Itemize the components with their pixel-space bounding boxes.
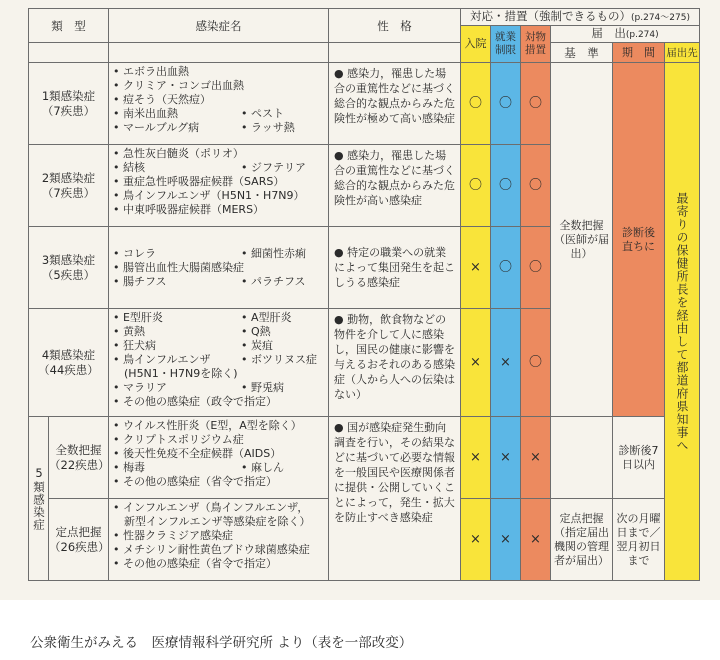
disease-item: • 重症急性呼吸器症候群（SARS） xyxy=(113,175,285,188)
disease-item: • ボツリヌス症 xyxy=(241,353,317,366)
work-restriction-mark: 〇 xyxy=(491,63,521,145)
diseases-class3 xyxy=(109,227,329,309)
disease-item: • 黄熱 xyxy=(113,325,145,338)
disease-item: • 急性灰白髄炎（ポリオ） xyxy=(113,147,244,160)
object-measure-mark: 〇 xyxy=(521,309,551,417)
disease-item: • 南米出血熱 xyxy=(113,107,178,120)
disease-item: • マールブルグ病 xyxy=(113,121,200,134)
disease-item: • 細菌性赤痢 xyxy=(241,246,306,260)
diseases-class4 xyxy=(109,309,329,417)
source-caption: 公衆衛生がみえる 医療情報科学研究所 より（表を一部改変） xyxy=(30,635,413,651)
hospitalization-mark: × xyxy=(461,227,491,309)
type-label: 2類感染症 xyxy=(41,170,96,185)
hospitalization-mark: 〇 xyxy=(461,145,491,227)
work-restriction-mark: 〇 xyxy=(491,227,521,309)
disease-item: • 炭疽 xyxy=(241,339,273,352)
header-response-label: 対応・措置（強制できるもの） xyxy=(470,9,632,23)
object-measure-mark: × xyxy=(521,417,551,499)
disease-item: • 痘そう（天然痘） xyxy=(113,93,211,106)
disease-item: • エボラ出血熱 xyxy=(113,65,189,78)
disease-item: • 性器クラミジア感染症 xyxy=(113,529,233,542)
disease-item: • 梅毒 xyxy=(113,461,145,474)
work-restriction-mark: × xyxy=(491,417,521,499)
disease-item: • ウイルス性肝炎（E型，A型を除く） xyxy=(113,419,302,432)
disease-item: • A型肝炎 xyxy=(241,311,292,324)
header-response xyxy=(461,9,700,26)
infectious-disease-classification-table xyxy=(28,8,700,581)
disease-item: • メチシリン耐性黄色ブドウ球菌感染症 xyxy=(113,543,310,556)
disease-item: • インフルエンザ（鳥インフルエンザ， xyxy=(113,501,309,514)
type-count: （26疾患） xyxy=(49,539,110,554)
disease-item: • クリプトスポリジウム症 xyxy=(113,433,244,446)
hospitalization-mark: × xyxy=(461,309,491,417)
group-class5 xyxy=(29,417,49,581)
disease-item: • マラリア xyxy=(113,381,167,394)
type-count: （7疾患） xyxy=(41,185,96,200)
header-hospitalization: 入院 xyxy=(461,26,491,63)
period-class5-all: 診断後7日以内 xyxy=(613,417,665,499)
disease-item: • 中東呼吸器症候群（MERS） xyxy=(113,203,265,216)
nature-class4: ● 動物，飲食物などの物件を介して人に感染し，国民の健康に影響を与えるおそれのある感染症（人から人への伝染はない） xyxy=(329,309,461,417)
type-label: 3類感染症 xyxy=(41,252,96,267)
disease-item: • 腸管出血性大腸菌感染症 xyxy=(113,260,244,274)
diseases-class5-all xyxy=(109,417,329,499)
diseases-class2 xyxy=(109,145,329,227)
type-class1 xyxy=(29,63,109,145)
header-work-restriction: 就業制限 xyxy=(491,26,521,63)
header-disease-name: 感染症名 xyxy=(109,9,329,43)
object-measure-mark: 〇 xyxy=(521,63,551,145)
type-class5-sentinel xyxy=(49,499,109,581)
disease-item: (H5N1・H7N9を除く) xyxy=(113,367,238,380)
diseases-class1 xyxy=(109,63,329,145)
disease-item: • 野兎病 xyxy=(241,381,284,394)
disease-item: • 後天性免疫不全症候群（AIDS） xyxy=(113,447,282,460)
type-label: 全数把握 xyxy=(55,442,102,457)
disease-item: • その他の感染症（省令で指定） xyxy=(113,557,277,570)
disease-item: • 狂犬病 xyxy=(113,339,156,352)
hospitalization-mark: × xyxy=(461,499,491,581)
basis-class5-all xyxy=(551,417,613,499)
disease-item: • 麻しん xyxy=(241,461,284,474)
header-notification xyxy=(551,26,700,43)
disease-item: • 鳥インフルエンザ（H5N1・H7N9） xyxy=(113,189,305,202)
basis-all-report xyxy=(551,63,613,417)
destination-column xyxy=(665,63,700,581)
disease-item: • 結核 xyxy=(113,161,145,174)
type-label: 1類感染症 xyxy=(41,88,96,103)
row-class5-all xyxy=(29,417,700,499)
hospitalization-mark: × xyxy=(461,417,491,499)
header-nature-spacer xyxy=(329,43,461,63)
header-destination: 届出先 xyxy=(665,43,700,63)
header-notification-ref: (p.274) xyxy=(625,30,659,40)
header-nature: 性 格 xyxy=(329,9,461,43)
diseases-class5-sentinel xyxy=(109,499,329,581)
disease-item: • 腸チフス xyxy=(113,274,167,288)
object-measure-mark: 〇 xyxy=(521,227,551,309)
header-basis: 基 準 xyxy=(551,43,613,63)
work-restriction-mark: × xyxy=(491,499,521,581)
disease-item: • Q熱 xyxy=(241,325,271,338)
nature-class1: ● 感染力，罹患した場合の重篤性などに基づく総合的な観点からみた危険性が極めて高い感染症 xyxy=(329,63,461,145)
header-type: 類 型 xyxy=(29,9,109,43)
header-type-spacer xyxy=(29,43,109,63)
type-label: 定点把握 xyxy=(55,524,102,539)
disease-item: • その他の感染症（政令で指定） xyxy=(113,395,277,408)
header-response-ref: (p.274〜275) xyxy=(631,13,690,23)
disease-item: • その他の感染症（省令で指定） xyxy=(113,475,277,488)
type-count: （7疾患） xyxy=(41,103,96,118)
object-measure-mark: 〇 xyxy=(521,145,551,227)
header-object-measure: 対物措置 xyxy=(521,26,551,63)
type-class5-all xyxy=(49,417,109,499)
disease-item: • ペスト xyxy=(241,107,284,120)
header-notification-label: 届 出 xyxy=(591,26,626,40)
destination-text: 最寄りの保健所長を経由して都道府県知事へ xyxy=(675,191,689,452)
object-measure-mark: × xyxy=(521,499,551,581)
nature-class2: ● 感染力，罹患した場合の重篤性などに基づく総合的な観点からみた危険性が高い感染症 xyxy=(329,145,461,227)
disease-item: • ラッサ熱 xyxy=(241,121,295,134)
type-class4 xyxy=(29,309,109,417)
disease-item: • E型肝炎 xyxy=(113,311,163,324)
period-class5-sentinel: 次の月曜日まで／翌月初日まで xyxy=(613,499,665,581)
type-label: 4類感染症 xyxy=(41,347,96,362)
disease-item: • パラチフス xyxy=(241,274,306,288)
row-class1 xyxy=(29,63,700,145)
type-count: （22疾患） xyxy=(49,457,110,472)
type-count: （5疾患） xyxy=(41,267,96,282)
nature-class3: ● 特定の職業への就業によって集団発生を起こしうる感染症 xyxy=(329,227,461,309)
disease-item: • クリミア・コンゴ出血熱 xyxy=(113,79,244,92)
period-immediate xyxy=(613,63,665,417)
work-restriction-mark: × xyxy=(491,309,521,417)
nature-class5: ● 国が感染症発生動向調査を行い，その結果などに基づいて必要な情報を一般国民や医療関係者に提供・公開していくことによって，発生・拡大を防止すべき感染症 xyxy=(329,417,461,581)
header-period: 期 間 xyxy=(613,43,665,63)
disease-item: 新型インフルエンザ等感染症を除く） xyxy=(113,515,311,528)
basis-all-report-text: 全数把握（医師が届出） xyxy=(554,218,609,260)
work-restriction-mark: 〇 xyxy=(491,145,521,227)
type-class3 xyxy=(29,227,109,309)
hospitalization-mark: 〇 xyxy=(461,63,491,145)
group-class5-label: 5類感染症 xyxy=(32,466,46,531)
header-disease-spacer xyxy=(109,43,329,63)
disease-item: • 鳥インフルエンザ xyxy=(113,353,211,366)
type-count: （44疾患） xyxy=(38,362,99,377)
type-class2 xyxy=(29,145,109,227)
basis-class5-sentinel: 定点把握（指定届出機関の管理者が届出） xyxy=(551,499,613,581)
disease-item: • コレラ xyxy=(113,246,156,260)
period-immediate-text: 診断後直ちに xyxy=(622,225,655,253)
disease-item: • ジフテリア xyxy=(241,161,306,174)
